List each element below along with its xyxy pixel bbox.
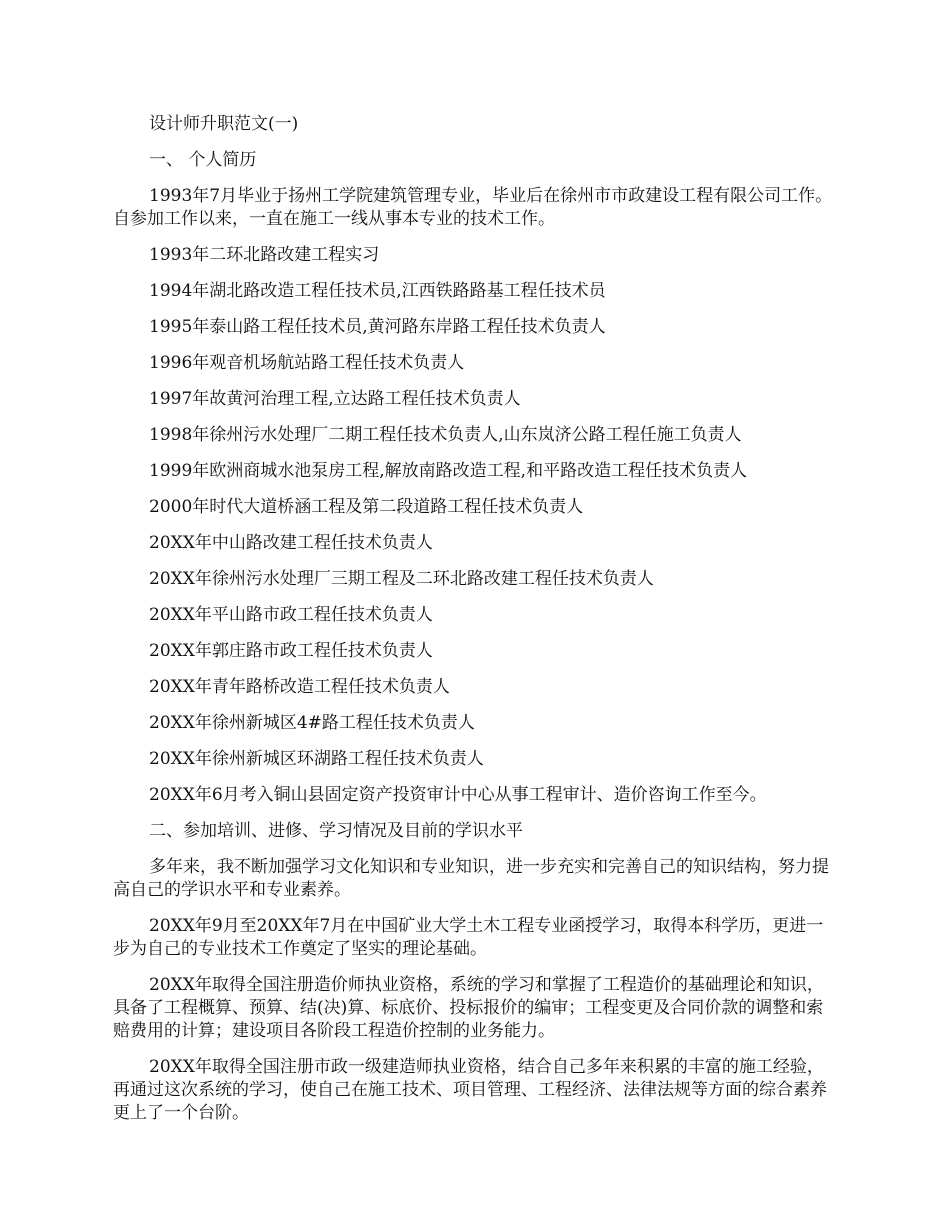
resume-entry: 1998年徐州污水处理厂二期工程任技术负责人,山东岚济公路工程任施工负责人 bbox=[149, 425, 742, 445]
section-heading-resume: 一、 个人简历 bbox=[149, 150, 257, 170]
resume-entry: 1994年湖北路改造工程任技术员,江西铁路路基工程任技术员 bbox=[149, 281, 606, 301]
resume-entry: 20XX年徐州新城区4#路工程任技术负责人 bbox=[149, 713, 475, 733]
resume-entry: 1997年故黄河治理工程,立达路工程任技术负责人 bbox=[149, 389, 521, 409]
resume-entry: 1995年泰山路工程任技术员,黄河路东岸路工程任技术负责人 bbox=[149, 317, 606, 337]
resume-entry: 20XX年平山路市政工程任技术负责人 bbox=[149, 605, 433, 625]
resume-entry: 1993年二环北路改建工程实习 bbox=[149, 245, 380, 265]
paragraph: 1993年7月毕业于扬州工学院建筑管理专业，毕业后在徐州市市政建设工程有限公司工作。自参加工作以来，一直在施工一线从事本专业的技术工作。 bbox=[113, 186, 833, 229]
paragraph: 多年来，我不断加强学习文化知识和专业知识，进一步充实和完善自己的知识结构，努力提高自己的学识水平和专业素养。 bbox=[113, 857, 829, 900]
document-body bbox=[113, 113, 838, 1138]
resume-entry: 20XX年徐州污水处理厂三期工程及二环北路改建工程任技术负责人 bbox=[149, 569, 654, 589]
resume-entry: 1999年欧洲商城水池泵房工程,解放南路改造工程,和平路改造工程任技术负责人 bbox=[149, 461, 748, 481]
document-title: 设计师升职范文(一) bbox=[149, 114, 299, 134]
resume-entry: 20XX年徐州新城区环湖路工程任技术负责人 bbox=[149, 749, 484, 769]
paragraph: 20XX年取得全国注册造价师执业资格，系统的学习和掌握了工程造价的基础理论和知识，具备了工程概算、预算、结(决)算、标底价、投标报价的编审；工程变更及合同价款的调整和索赔费用的计算；建设项目各阶段工程造价控制的业务能力。 bbox=[113, 975, 824, 1041]
paragraph: 20XX年取得全国注册市政一级建造师执业资格，结合自己多年来积累的丰富的施工经验，再通过这次系统的学习，使自己在施工技术、项目管理、工程经济、法律法规等方面的综合素养更上了一个台阶。 bbox=[113, 1057, 827, 1123]
resume-entry: 20XX年郭庄路市政工程任技术负责人 bbox=[149, 641, 433, 661]
resume-entry: 20XX年6月考入铜山县固定资产投资审计中心从事工程审计、造价咨询工作至今。 bbox=[149, 785, 767, 805]
resume-entry: 20XX年中山路改建工程任技术负责人 bbox=[149, 533, 433, 553]
resume-entry: 2000年时代大道桥涵工程及第二段道路工程任技术负责人 bbox=[149, 497, 584, 517]
section-heading-training: 二、参加培训、进修、学习情况及目前的学识水平 bbox=[149, 821, 523, 841]
resume-entry: 1996年观音机场航站路工程任技术负责人 bbox=[149, 353, 465, 373]
paragraph: 20XX年9月至20XX年7月在中国矿业大学土木工程专业函授学习，取得本科学历，更进一步为自己的专业技术工作奠定了坚实的理论基础。 bbox=[113, 916, 824, 959]
resume-entry: 20XX年青年路桥改造工程任技术负责人 bbox=[149, 677, 450, 697]
